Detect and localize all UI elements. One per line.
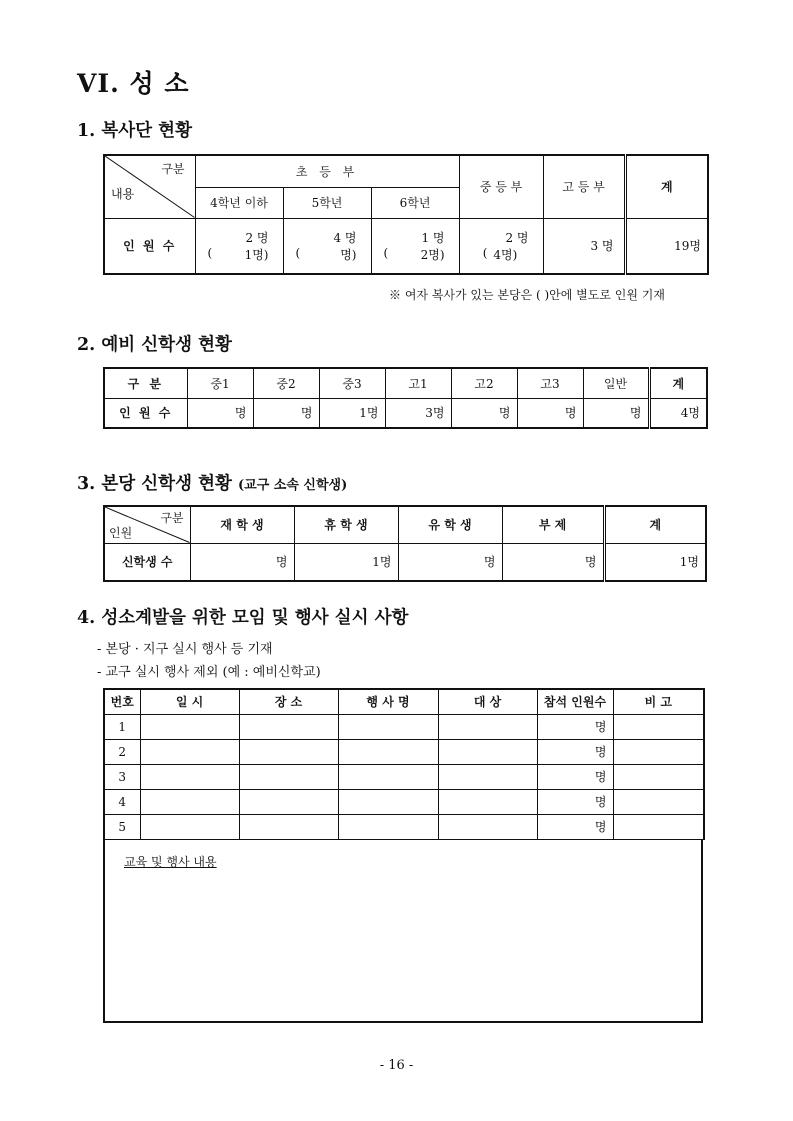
paren: ( xyxy=(383,245,389,260)
row-number: 4 xyxy=(104,789,140,814)
cell-event-name xyxy=(338,714,438,739)
cell-attendance: 명 xyxy=(537,739,613,764)
event-content-label: 교육 및 행사 내용 xyxy=(124,855,217,869)
header-general: 일반 xyxy=(583,368,649,398)
value-total: 1명 xyxy=(604,543,706,581)
value-h3: 명 xyxy=(517,398,583,428)
cell-datetime xyxy=(140,764,239,789)
paren: ( xyxy=(295,245,301,260)
grade4-header: 4학년 이하 xyxy=(195,187,283,218)
table-row xyxy=(104,789,704,814)
diag-header-people: 인원 xyxy=(109,525,133,540)
female-count: 2명) xyxy=(420,247,445,262)
section-title-pre-seminarians: 2. 예비 신학생 현황 xyxy=(77,335,232,355)
value-leave: 1명 xyxy=(294,543,398,581)
cell-total: 19명 xyxy=(625,218,708,274)
cell-remarks xyxy=(613,764,704,789)
altar-servers-table xyxy=(103,154,709,275)
diag-header-category: 구분 xyxy=(160,511,184,525)
event-content-box xyxy=(103,839,703,1023)
header-m1: 중1 xyxy=(187,368,253,398)
cell-attendance: 명 xyxy=(537,764,613,789)
cell-remarks xyxy=(613,714,704,739)
value-enrolled: 명 xyxy=(190,543,294,581)
cell-datetime xyxy=(140,714,239,739)
cell-datetime xyxy=(140,789,239,814)
cell-event-name xyxy=(338,764,438,789)
header-attendance: 참석 인원수 xyxy=(537,689,613,714)
value-m2: 명 xyxy=(253,398,319,428)
header-number: 번호 xyxy=(104,689,140,714)
cell-datetime xyxy=(140,739,239,764)
header-enrolled: 재 학 생 xyxy=(190,506,294,543)
header-category: 구 분 xyxy=(104,368,187,398)
events-table xyxy=(103,688,705,840)
cell-attendance: 명 xyxy=(537,714,613,739)
value: 2 명 xyxy=(505,230,529,245)
cell-place xyxy=(239,814,338,839)
cell-place xyxy=(239,739,338,764)
cell-event-name xyxy=(338,739,438,764)
cell-place xyxy=(239,764,338,789)
page-title: VI. 성 소 xyxy=(77,69,190,98)
note-item-2: - 교구 실시 행사 제외 (예 : 예비신학교) xyxy=(97,665,321,680)
elementary-header: 초 등 부 xyxy=(195,155,459,187)
pre-seminarian-table xyxy=(103,367,708,429)
row-number: 2 xyxy=(104,739,140,764)
cell-place xyxy=(239,714,338,739)
female-count: 명) xyxy=(340,247,357,262)
header-abroad: 유 학 생 xyxy=(398,506,502,543)
female-count: 4명) xyxy=(493,247,518,262)
cell-event-name xyxy=(338,814,438,839)
value-m3: 1명 xyxy=(319,398,385,428)
value: 2 명 xyxy=(245,230,269,245)
header-event-name: 행 사 명 xyxy=(338,689,438,714)
cell-target xyxy=(438,714,537,739)
diag-header-category: 구분 xyxy=(161,162,185,176)
diag-header-content: 내용 xyxy=(111,186,135,201)
header-total: 계 xyxy=(649,368,707,398)
cell-grade6 xyxy=(371,218,459,274)
seminarian-table xyxy=(103,505,707,582)
header-h3: 고3 xyxy=(517,368,583,398)
cell-grade5 xyxy=(283,218,371,274)
header-m2: 중2 xyxy=(253,368,319,398)
cell-event-name xyxy=(338,789,438,814)
row-number: 3 xyxy=(104,764,140,789)
diagonal-header-cell xyxy=(104,506,190,543)
table-row xyxy=(104,764,704,789)
cell-target xyxy=(438,764,537,789)
value-h1: 3명 xyxy=(385,398,451,428)
header-leave: 휴 학 생 xyxy=(294,506,398,543)
value-abroad: 명 xyxy=(398,543,502,581)
value-m1: 명 xyxy=(187,398,253,428)
grade6-header: 6학년 xyxy=(371,187,459,218)
cell-attendance: 명 xyxy=(537,814,613,839)
value-h2: 명 xyxy=(451,398,517,428)
cell-attendance: 명 xyxy=(537,789,613,814)
cell-middle xyxy=(459,218,543,274)
cell-target xyxy=(438,814,537,839)
section-title-note: (교구 소속 신학생) xyxy=(237,478,348,493)
paren: ( xyxy=(207,245,213,260)
value: 1 명 xyxy=(421,230,445,245)
value-general: 명 xyxy=(583,398,649,428)
table-row xyxy=(104,739,704,764)
cell-high: 3 명 xyxy=(543,218,625,274)
row-number: 1 xyxy=(104,714,140,739)
page-number: - 16 - xyxy=(379,1058,414,1073)
female-note: ※ 여자 복사가 있는 본당은 ( )안에 별도로 인원 기재 xyxy=(389,288,665,302)
diagonal-header-cell xyxy=(104,155,195,218)
value: 4 명 xyxy=(333,230,357,245)
cell-remarks xyxy=(613,789,704,814)
row-label-seminarian-count: 신학생 수 xyxy=(104,543,190,581)
high-school-header: 고 등 부 xyxy=(543,155,625,218)
cell-target xyxy=(438,789,537,814)
header-h2: 고2 xyxy=(451,368,517,398)
total-header: 계 xyxy=(625,155,708,218)
header-h1: 고1 xyxy=(385,368,451,398)
grade5-header: 5학년 xyxy=(283,187,371,218)
row-label-count: 인 원 수 xyxy=(104,398,187,428)
section-title-altar-servers: 1. 복사단 현황 xyxy=(77,121,192,141)
header-total: 계 xyxy=(604,506,706,543)
cell-remarks xyxy=(613,739,704,764)
middle-school-header: 중 등 부 xyxy=(459,155,543,218)
section-title-seminarians xyxy=(77,470,347,495)
table-row xyxy=(104,814,704,839)
section-title-text: 3. 본당 신학생 현황 xyxy=(77,474,232,494)
header-datetime: 일 시 xyxy=(140,689,239,714)
cell-remarks xyxy=(613,814,704,839)
header-m3: 중3 xyxy=(319,368,385,398)
female-count: 1명) xyxy=(244,247,269,262)
cell-grade4 xyxy=(195,218,283,274)
cell-datetime xyxy=(140,814,239,839)
row-label-count: 인 원 수 xyxy=(104,218,195,274)
section-title-events: 4. 성소계발을 위한 모임 및 행사 실시 사항 xyxy=(77,608,409,628)
header-remarks: 비 고 xyxy=(613,689,704,714)
header-deacon: 부 제 xyxy=(502,506,604,543)
header-target: 대 상 xyxy=(438,689,537,714)
paren: ( xyxy=(482,245,488,260)
row-number: 5 xyxy=(104,814,140,839)
cell-target xyxy=(438,739,537,764)
value-deacon: 명 xyxy=(502,543,604,581)
note-item-1: - 본당 · 지구 실시 행사 등 기재 xyxy=(97,642,273,657)
value-total: 4명 xyxy=(649,398,707,428)
table-row xyxy=(104,714,704,739)
cell-place xyxy=(239,789,338,814)
header-place: 장 소 xyxy=(239,689,338,714)
